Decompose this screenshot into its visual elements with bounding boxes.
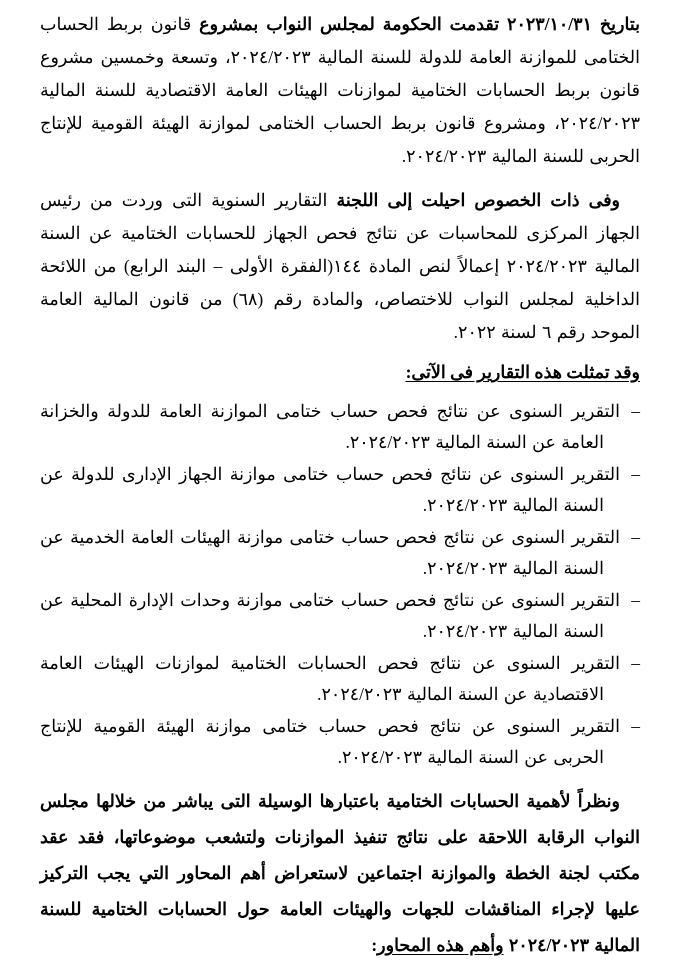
report-item-text: التقرير السنوى عن نتائج فحص حساب ختامى موازنة وحدات الإدارة المحلية عن السنة المالية ٢٠٢٤/٢٠٢٣. (40, 590, 620, 641)
list-item (40, 522, 640, 584)
paragraph-conclusion (40, 783, 640, 963)
paragraph-conclusion-colon: : (371, 935, 378, 955)
paragraph-conclusion-body: ونظراً لأهمية الحسابات الختامية باعتبارها الوسيلة التى يباشر من خلالها مجلس النواب الرقابة اللاحقة على نتائج تنفيذ الموازنات ولتشعب موضوعاتها، فقد عقد مكتب لجنة الخطة والموازنة اجتماعين لاستعراض أهم المحاور التي يجب التركيز عليها لإجراء المناقشات للجهات والهيئات العامة حول الحسابات الختامية للسنة المالية ٢٠٢٤/٢٠٢٣ (40, 791, 640, 955)
paragraph-intro-bold-lead: بتاريخ ٢٠٢٣/١٠/٣١ تقدمت الحكومة لمجلس النواب بمشروع (191, 14, 640, 34)
paragraph-conclusion-underlined: وأهم هذه المحاور (377, 935, 504, 955)
list-dash-marker: – (631, 527, 640, 547)
list-dash-marker: – (631, 590, 640, 610)
list-dash-marker: – (631, 653, 640, 673)
report-item-text: التقرير السنوى عن نتائج فحص الحسابات الختامية لموازنات الهيئات العامة الاقتصادية عن السنة المالية ٢٠٢٤/٢٠٢٣. (40, 653, 620, 704)
report-item-text: التقرير السنوى عن نتائج فحص حساب ختامى موازنة الهيئة القومية للإنتاج الحربى عن السنة المالية ٢٠٢٤/٢٠٢٣. (40, 716, 620, 767)
list-dash-marker: – (631, 464, 640, 484)
paragraph-intro (40, 8, 640, 173)
report-item-text: التقرير السنوى عن نتائج فحص حساب ختامى موازنة الهيئات العامة الخدمية عن السنة المالية ٢٠٢٤/٢٠٢٣. (40, 527, 620, 578)
list-item (40, 711, 640, 773)
paragraph-referral-body: التقارير السنوية التى وردت من رئيس الجهاز المركزى للمحاسبات عن نتائج فحص الجهاز للحسابات الختامية عن السنة المالية ٢٠٢٤/٢٠٢٣ إعمالاً لنص المادة ١٤٤(الفقرة الأولى – البند الرابع) من اللائحة الداخلية لمجلس النواب للاختصاص، والمادة رقم (٦٨) من قانون المالية العامة الموحد رقم ٦ لسنة ٢٠٢٢. (40, 190, 641, 342)
paragraph-referral-bold-lead: وفى ذات الخصوص احيلت إلى اللجنة (327, 190, 621, 210)
list-item (40, 585, 640, 647)
list-item (40, 459, 640, 521)
list-dash-marker: – (631, 716, 640, 736)
paragraph-referral (40, 184, 640, 349)
paragraph-intro-body: قانون بربط الحساب الختامى للموازنة العامة للدولة للسنة المالية ٢٠٢٤/٢٠٢٣، وتسعة وخمسين مشروع قانون بربط الحسابات الختامية لموازنات الهيئات العامة الاقتصادية للسنة المالية ٢٠٢٤/٢٠٢٣، ومشروع قانون بربط الحساب الختامى لموازنة الهيئة القومية للإنتاج الحربى للسنة المالية ٢٠٢٤/٢٠٢٣. (40, 14, 640, 166)
reports-heading: وقد تمثلت هذه التقارير فى الآتى: (405, 362, 640, 382)
list-item (40, 396, 640, 458)
report-item-text: التقرير السنوى عن نتائج فحص حساب ختامى الموازنة العامة للدولة والخزانة العامة عن السنة المالية ٢٠٢٤/٢٠٢٣. (40, 401, 620, 452)
list-dash-marker: – (631, 401, 640, 421)
reports-list (40, 396, 640, 773)
list-item (40, 648, 640, 710)
report-item-text: التقرير السنوى عن نتائج فحص حساب ختامى موازنة الجهاز الإدارى للدولة عن السنة المالية ٢٠٢٤/٢٠٢٣. (40, 464, 620, 515)
